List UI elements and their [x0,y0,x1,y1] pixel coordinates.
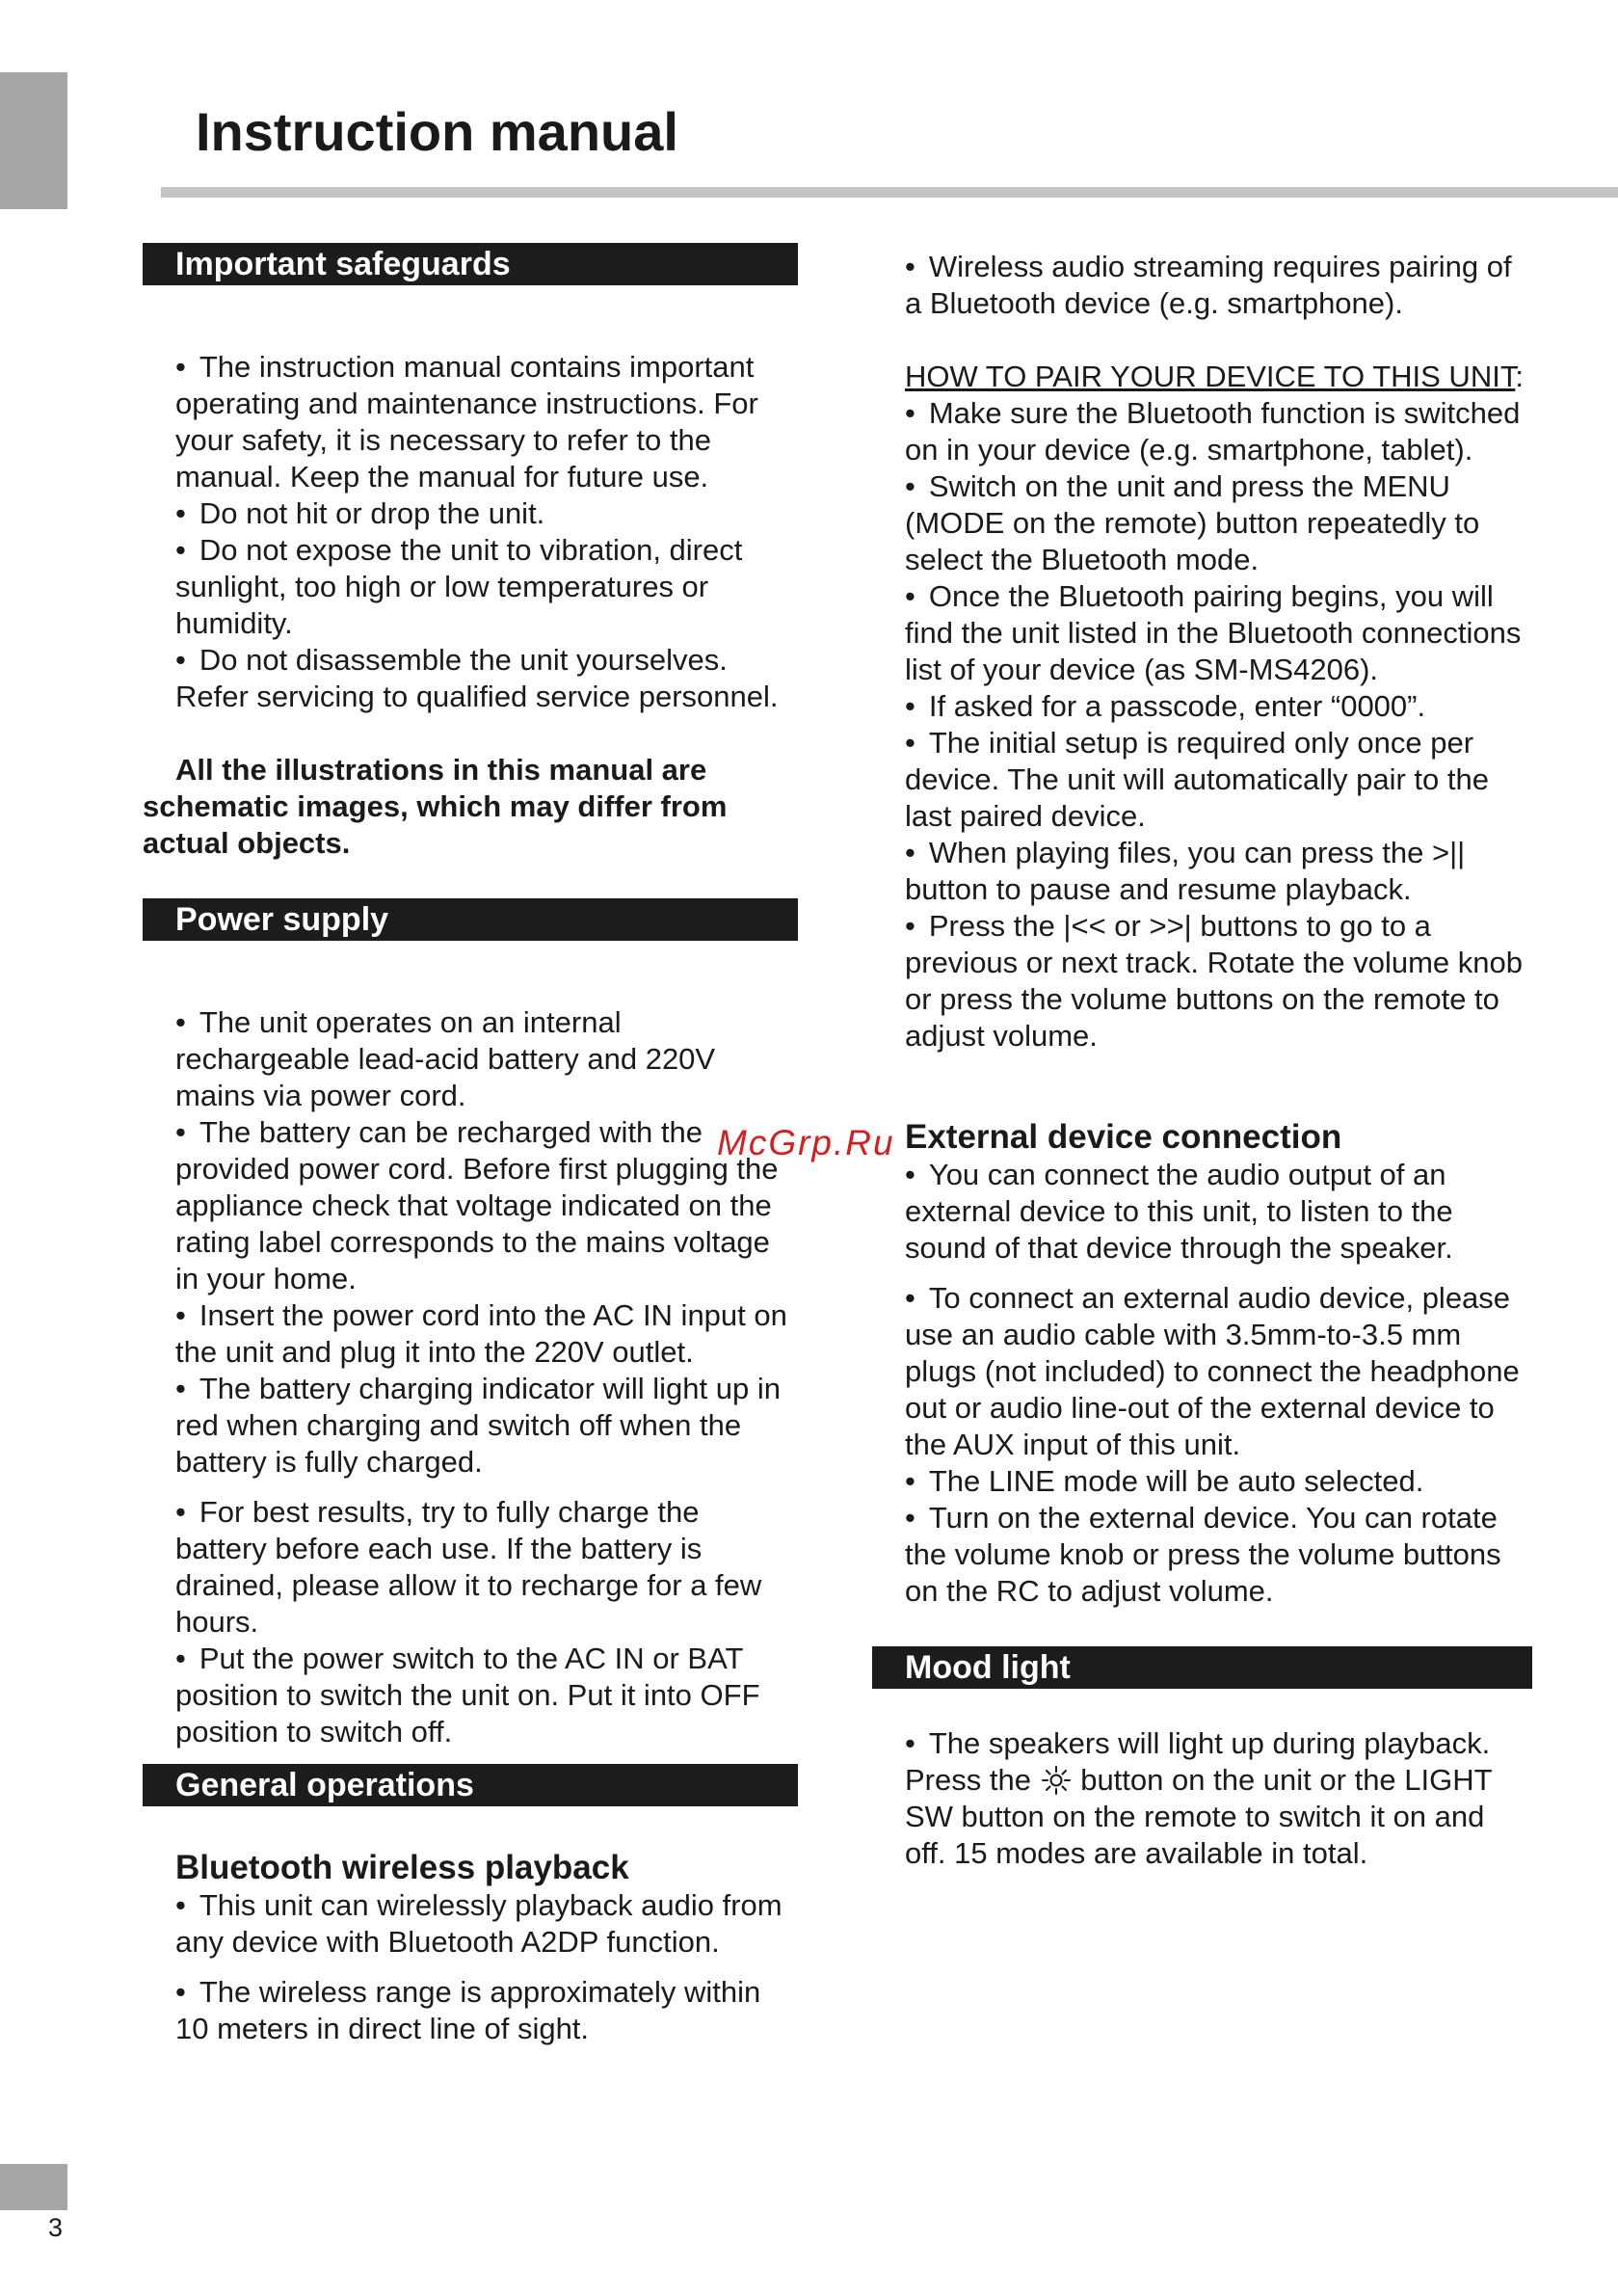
pair-heading-text: HOW TO PAIR YOUR DEVICE TO THIS UNIT [905,360,1516,393]
bottom-edge-tab [0,2164,67,2210]
power-item: • Put the power switch to the AC IN or BAT position to switch the unit on. Put it into OFF position to switch off. [143,1641,798,1750]
safeguards-heading: Important safeguards [143,243,798,285]
bluetooth-playback-heading: Bluetooth wireless playback [175,1849,629,1886]
external-item: • The LINE mode will be auto selected. [872,1463,1532,1500]
top-edge-tab [0,72,67,209]
page-number: 3 [48,2213,64,2242]
watermark: McGrp.Ru [717,1123,895,1162]
safeguards-item: • The instruction manual contains important operating and maintenance instructions. For your safety, it is necessary to refer to the manual. Keep the manual for future use. [143,349,798,495]
pair-heading-colon: : [1515,360,1524,393]
power-supply-heading: Power supply [143,898,798,941]
sun-light-icon [1042,1766,1071,1795]
safeguards-item: • Do not disassemble the unit yourselves. Refer servicing to qualified service personnel. [143,642,798,715]
external-device-heading: External device connection [905,1118,1342,1156]
safeguards-item: • Do not expose the unit to vibration, direct sunlight, too high or low temperatures or humidity. [143,532,798,642]
pairing-step: • When playing files, you can press the >|| button to pause and resume playback. [872,835,1532,908]
illustrations-note: All the illustrations in this manual are schematic images, which may differ from actual objects. [143,753,728,860]
power-item: • For best results, try to fully charge the battery before each use. If the battery is drained, please allow it to recharge for a few hours. [143,1494,798,1641]
pair-heading [872,359,1532,395]
power-item: • Insert the power cord into the AC IN input on the unit and plug it into the 220V outlet. [143,1297,798,1371]
pairing-step: • Once the Bluetooth pairing begins, you will find the unit listed in the Bluetooth connections list of your device (as SM-MS4206). [872,578,1532,688]
bluetooth-item: • The wireless range is approximately within 10 meters in direct line of sight. [143,1974,798,2047]
power-item: • The unit operates on an internal rechargeable lead-acid battery and 220V mains via power cord. [143,1004,798,1114]
left-column [143,243,798,2047]
page-title: Instruction manual [196,101,678,162]
external-item: • Turn on the external device. You can rotate the volume knob or press the volume buttons on the RC to adjust volume. [872,1500,1532,1610]
pairing-step: • Press the |<< or >>| buttons to go to a previous or next track. Rotate the volume knob or press the volume buttons on the remote to adjust volume. [872,908,1532,1055]
general-operations-heading: General operations [143,1764,798,1806]
external-item: • You can connect the audio output of an external device to this unit, to listen to the sound of that device through the speaker. [872,1157,1532,1267]
mood-light-item [872,1725,1532,1872]
title-rule [161,187,1618,198]
bluetooth-item: • This unit can wirelessly playback audio from any device with Bluetooth A2DP function. [143,1887,798,1961]
bluetooth-item: • Wireless audio streaming requires pairing of a Bluetooth device (e.g. smartphone). [872,249,1532,322]
right-column [872,249,1532,1872]
mood-light-text-a: The speakers will light up during playback. Press the [905,1726,1491,1797]
pairing-step: • Switch on the unit and press the MENU (MODE on the remote) button repeatedly to select the Bluetooth mode. [872,468,1532,578]
pairing-step: • Make sure the Bluetooth function is switched on in your device (e.g. smartphone, tablet). [872,395,1532,468]
power-item: • The battery charging indicator will light up in red when charging and switch off when the battery is fully charged. [143,1371,798,1481]
external-item: • To connect an external audio device, please use an audio cable with 3.5mm-to-3.5 mm plugs (not included) to connect the headphone out or audio line-out of the external device to the AUX input of this unit. [872,1280,1532,1463]
mood-light-heading: Mood light [872,1646,1532,1689]
pairing-step: • If asked for a passcode, enter “0000”. [872,688,1532,725]
safeguards-item: • Do not hit or drop the unit. [143,495,798,532]
power-item: • The battery can be recharged with the provided power cord. Before first plugging the appliance check that voltage indicated on the rating label corresponds to the mains voltage in your home. [143,1114,798,1297]
mood-light-text-b: button on the unit or the LIGHT SW button on the remote to switch it on and off. 15 modes are available in total. [905,1763,1493,1870]
pairing-step: • The initial setup is required only once per device. The unit will automatically pair to the last paired device. [872,725,1532,835]
